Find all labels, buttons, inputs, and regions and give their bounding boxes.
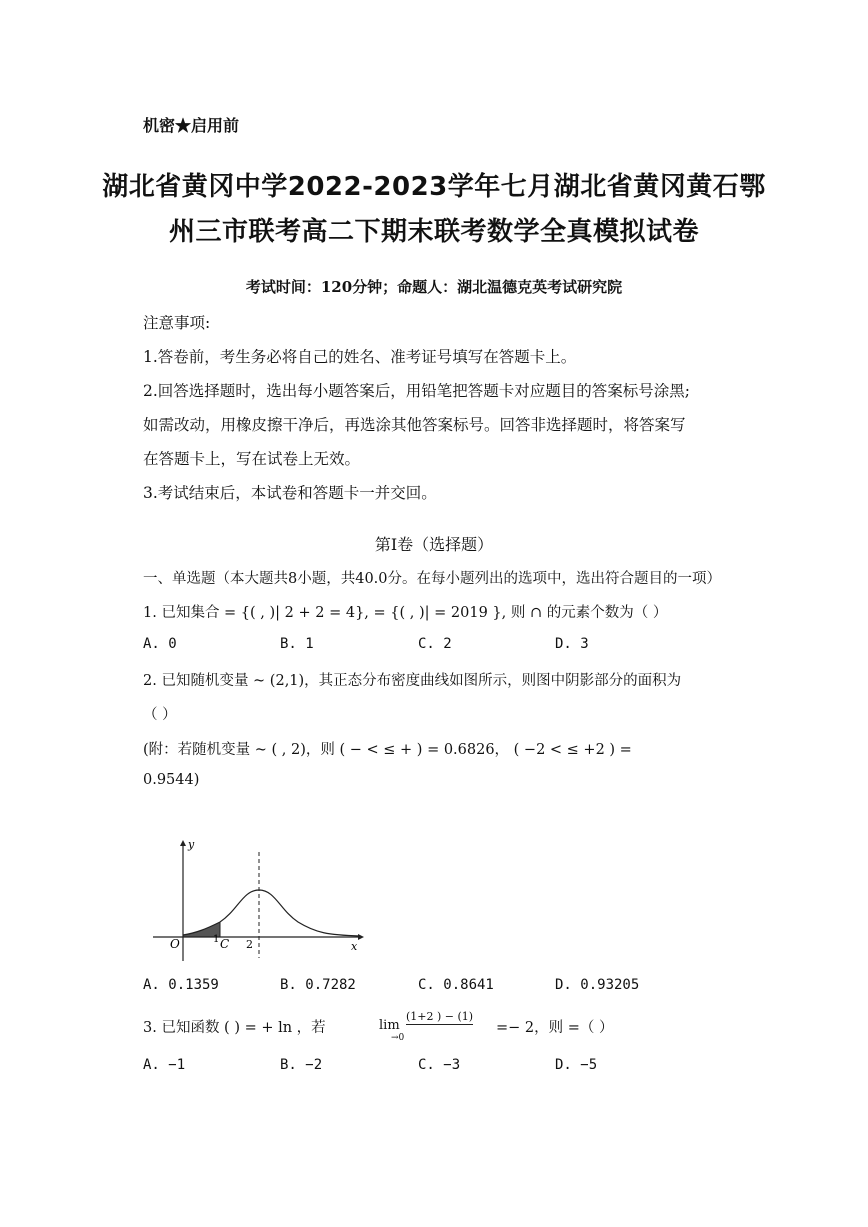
question-1-option-d: D. 3 xyxy=(555,636,589,652)
note-3: 3.考试结束后，本试卷和答题卡一并交回。 xyxy=(143,484,437,502)
y-axis-arrow xyxy=(180,840,186,846)
origin-label: O xyxy=(170,937,180,951)
exam-subtitle: 考试时间：120分钟；命题人：湖北温德克英考试研究院 xyxy=(245,278,623,296)
y-axis-label: y xyxy=(188,838,195,851)
question-1-option-a: A. 0 xyxy=(143,636,177,652)
confidential-label: 机密★启用前 xyxy=(143,116,240,135)
question-3-option-b: B. −2 xyxy=(280,1057,323,1073)
question-2-stem: 2. 已知随机变量 ~ (2,1)，其正态分布密度曲线如图所示，则图中阴影部分的面积为 xyxy=(143,673,682,689)
section-description: 一、单选题（本大题共8小题，共40.0分。在每小题列出的选项中，选出符合题目的一项） xyxy=(143,571,722,587)
question-1-option-b: B. 1 xyxy=(280,636,314,652)
note-2-line2: 如需改动，用橡皮擦干净后，再选涂其他答案标号。回答非选择题时，将答案写 xyxy=(143,416,686,434)
notes-heading: 注意事项: xyxy=(143,314,211,332)
question-3-lim: lim xyxy=(379,1018,400,1033)
section-title: 第Ⅰ卷（选择题） xyxy=(374,535,494,554)
question-2-note-line2: 0.9544) xyxy=(143,772,200,788)
question-2-blank: （ ） xyxy=(143,707,177,723)
tick-two-label: 2 xyxy=(246,938,253,951)
question-2-option-c: C. 0.8641 xyxy=(418,977,494,993)
x-axis-arrow xyxy=(358,934,364,940)
question-3-stem-end: =− 2，则 =（ ） xyxy=(496,1020,614,1036)
question-1-stem: 1. 已知集合 = {( , )| 2 + 2 = 4}, = {( , )| = 2019 }, 则 ∩ 的元素个数为（ ） xyxy=(143,605,668,621)
question-2-note-line1: (附：若随机变量 ~ ( , 2)，则 ( − < ≤ + ) = 0.6826， ( −2 < ≤ +2 ) = xyxy=(143,742,632,758)
question-3-numerator: (1+2 ) − (1) xyxy=(406,1010,474,1023)
exam-title-line1: 湖北省黄冈中学2022-2023学年七月湖北省黄冈黄石鄂 xyxy=(102,172,766,202)
note-1: 1.答卷前，考生务必将自己的姓名、准考证号填写在答题卡上。 xyxy=(143,348,577,366)
exam-title-line2: 州三市联考高二下期末联考数学全真模拟试卷 xyxy=(168,217,699,247)
question-2-option-a: A. 0.1359 xyxy=(143,977,219,993)
normal-distribution-figure xyxy=(148,836,368,966)
question-3-lim-sub: →0 xyxy=(391,1033,405,1043)
question-1-option-c: C. 2 xyxy=(418,636,452,652)
note-2-line1: 2.回答选择题时，选出每小题答案后，用铅笔把答题卡对应题目的答案标号涂黑; xyxy=(143,382,691,400)
question-3-option-d: D. −5 xyxy=(555,1057,598,1073)
question-2-option-d: D. 0.93205 xyxy=(555,977,640,993)
question-3-option-c: C. −3 xyxy=(418,1057,461,1073)
x-axis-label: x xyxy=(351,940,358,953)
note-2-line3: 在答题卡上，写在试卷上无效。 xyxy=(143,450,361,468)
question-3-option-a: A. −1 xyxy=(143,1057,186,1073)
point-c-label: C xyxy=(220,937,230,951)
question-3-stem-start: 3. 已知函数 ( ) = + ln ，若 xyxy=(143,1020,326,1036)
tick-one-label: 1 xyxy=(213,934,220,945)
question-2-option-b: B. 0.7282 xyxy=(280,977,356,993)
